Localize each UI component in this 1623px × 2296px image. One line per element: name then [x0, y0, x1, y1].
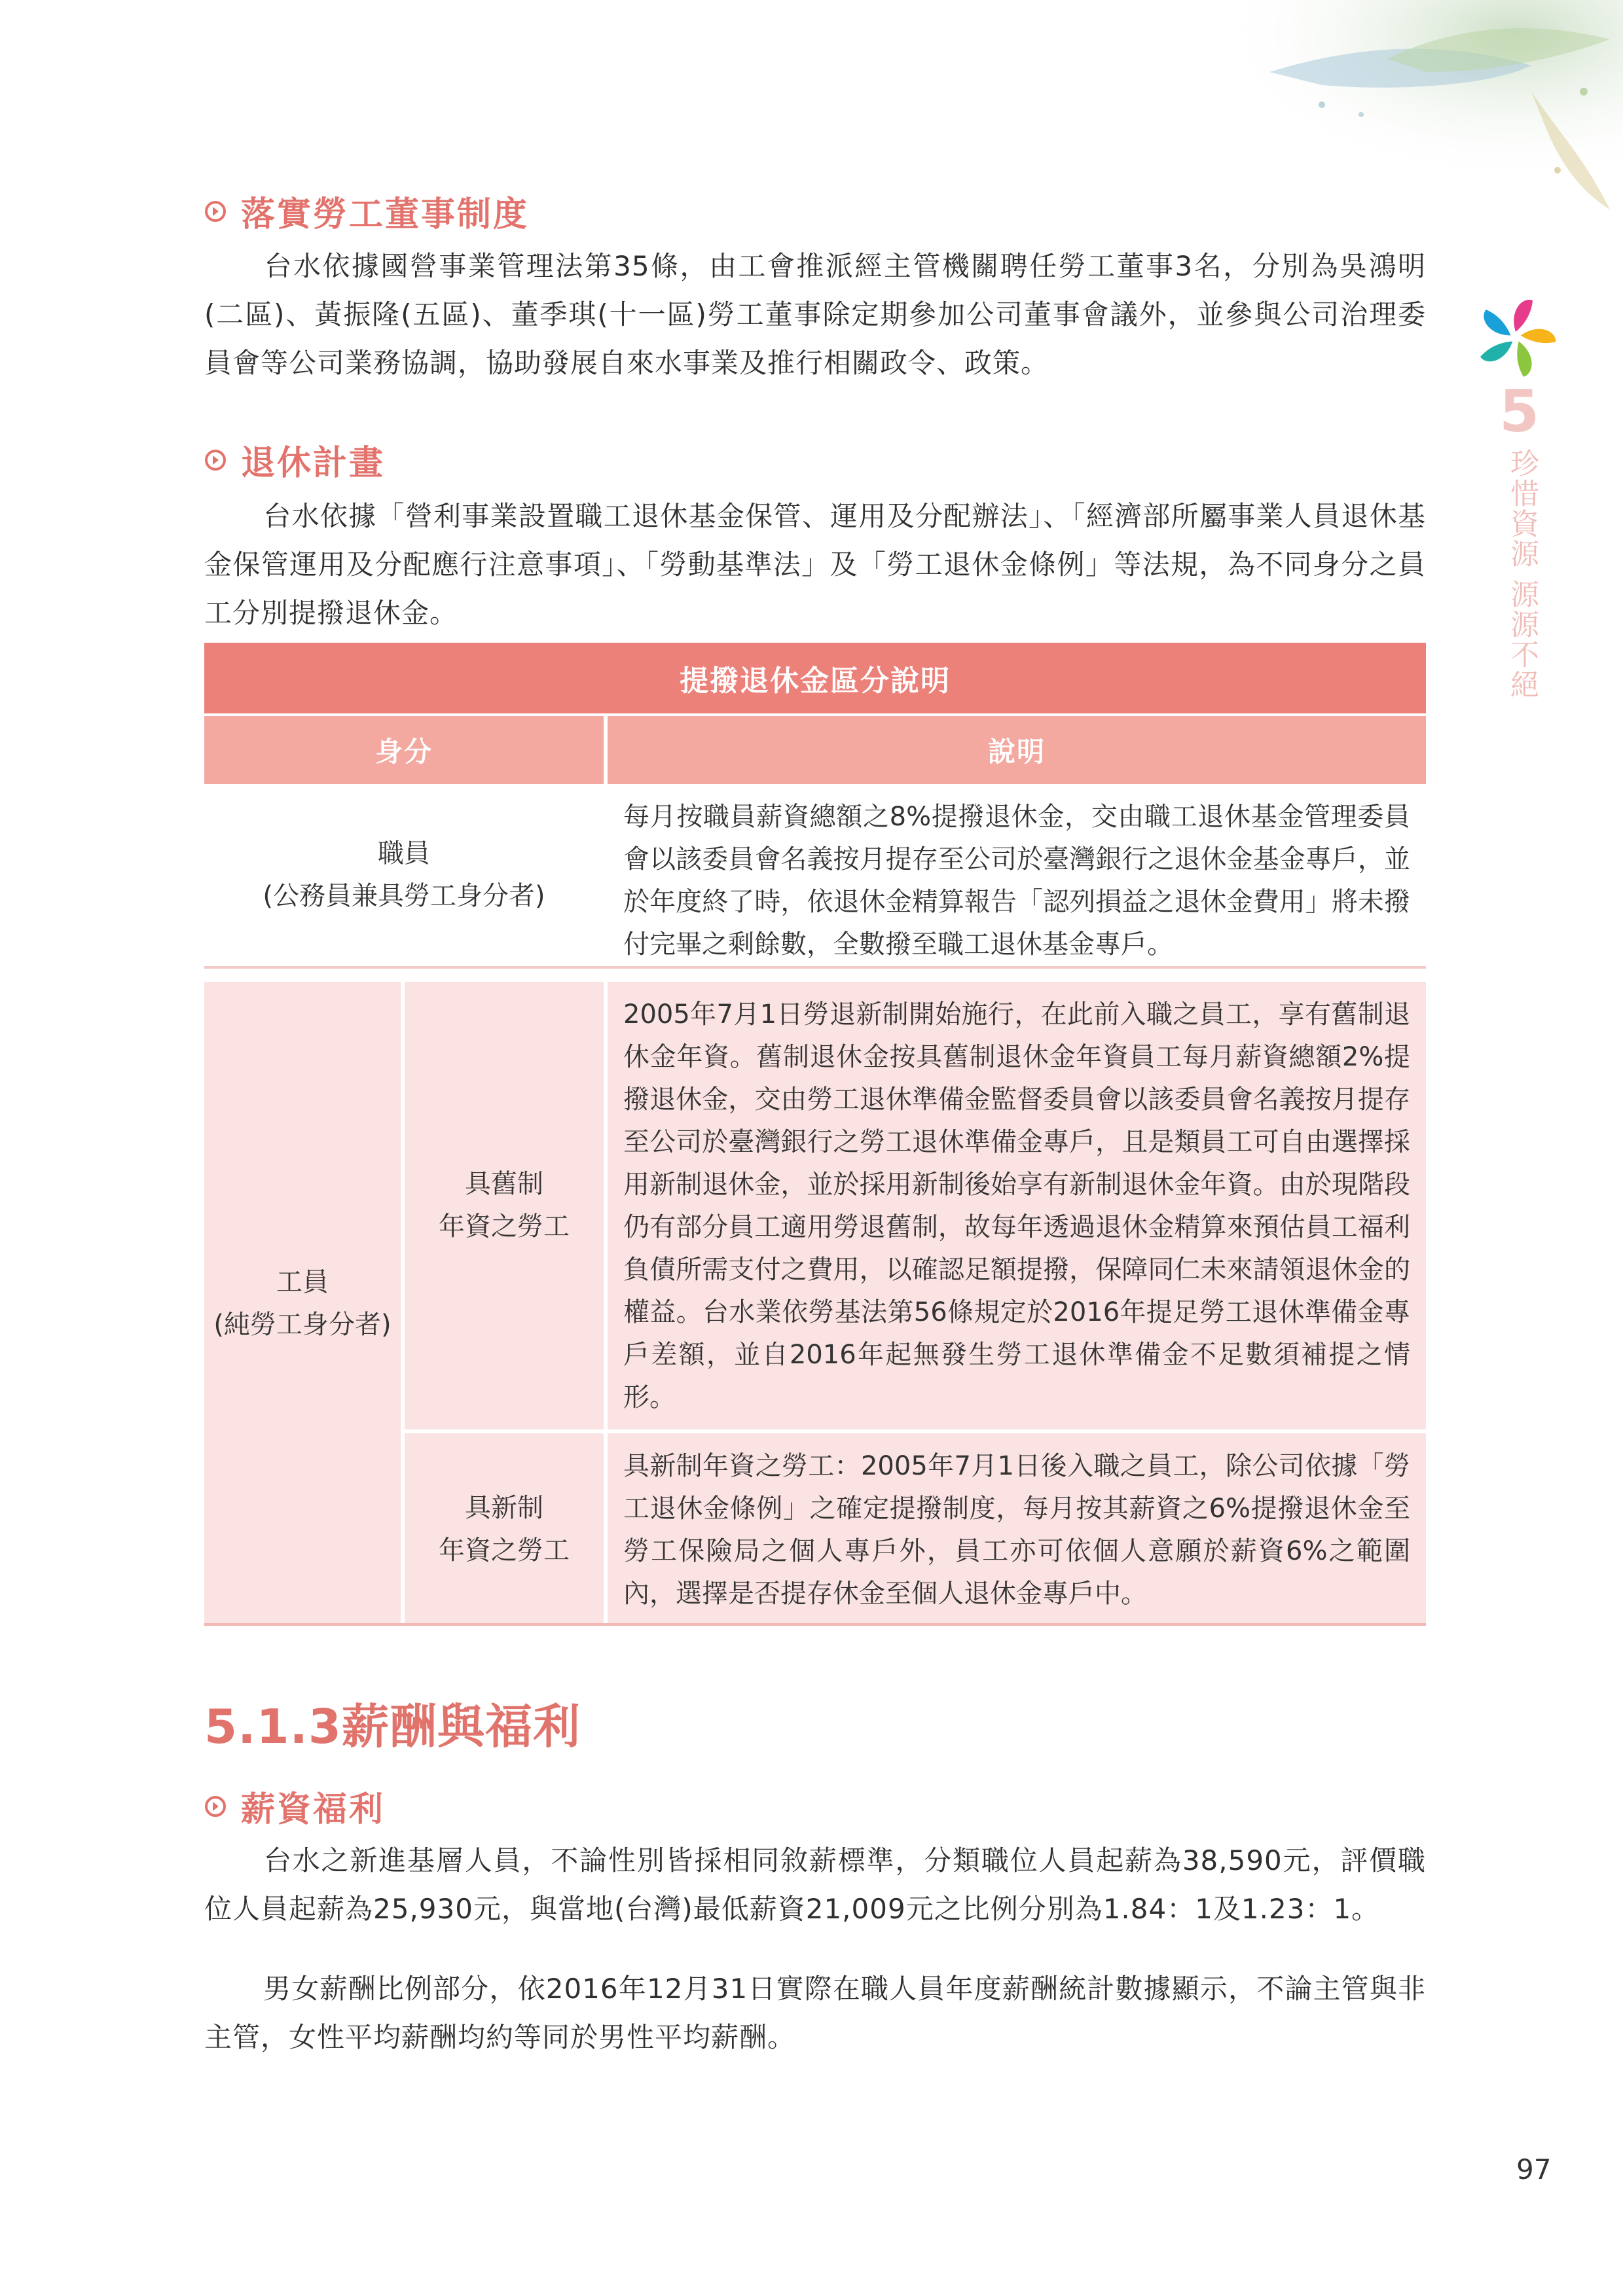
- paragraph-retirement-plan: 台水依據「營利事業設置職工退休基金保管、運用及分配辦法」、「經濟部所屬事業人員退休基金保管運用及分配應行注意事項」、「勞動基準法」及「勞工退休金條例」等法規，為不同身分之員工分別提撥退休金。: [204, 500, 1426, 629]
- paragraph-gender-pay: 男女薪酬比例部分，依2016年12月31日實際在職人員年度薪酬統計數據顯示，不論主管與非主管，女性平均薪酬均約等同於男性平均薪酬。: [204, 1973, 1426, 2053]
- retirement-table: [204, 643, 1426, 1626]
- heading-text: 薪資福利: [241, 1790, 386, 1829]
- heading-labor-director: [204, 187, 529, 236]
- table-row-worker-identity: 工員 (純勞工身分者): [204, 982, 401, 1626]
- paragraph-labor-director: 台水依據國營事業管理法第35條，由工會推派經主管機關聘任勞工董事3名，分別為吳鴻明(二區)、黃振隆(五區)、董季琪(十一區)勞工董事除定期參加公司董事會議外，並參與公司治理委員會等公司業務協調，協助發展自來水事業及推行相關政令、政策。: [204, 250, 1426, 379]
- circle-arrow-icon: [204, 1795, 227, 1818]
- pinwheel-logo-icon: [1470, 291, 1561, 383]
- chapter-number: 5: [1499, 378, 1540, 445]
- circle-arrow-icon: [204, 449, 227, 471]
- section-title-compensation: 5.1.3薪酬與福利: [204, 1699, 581, 1754]
- old-system-label: 具舊制 年資之勞工: [405, 982, 604, 1429]
- column-header-description: 說明: [608, 716, 1426, 784]
- chapter-title: 珍惜資源 源源不絕: [1505, 448, 1539, 700]
- watercolor-splash: [1191, 0, 1623, 216]
- heading-salary-benefits: [204, 1782, 385, 1831]
- heading-retirement-plan: [204, 435, 385, 484]
- heading-text: 落實勞工董事制度: [241, 195, 530, 234]
- table-bottom-border: [204, 1623, 1426, 1626]
- page-number: 97: [1516, 2153, 1552, 2185]
- column-header-identity: 身分: [204, 716, 604, 784]
- paragraph-starting-salary: 台水之新進基層人員，不論性別皆採相同敘薪標準，分類職位人員起薪為38,590元，評價職位人員起薪為25,930元，與當地(台灣)最低薪資21,009元之比例分別為1.84：1及1.23：1。: [204, 1844, 1426, 1925]
- circle-arrow-icon: [204, 200, 227, 223]
- heading-text: 退休計畫: [241, 444, 386, 483]
- new-system-label: 具新制 年資之勞工: [405, 1433, 604, 1626]
- table-title: 提撥退休金區分說明: [204, 643, 1426, 713]
- table-row-staff-identity: 職員 (公務員兼具勞工身分者): [263, 838, 545, 911]
- row-divider: [204, 966, 1426, 969]
- table-row-staff-description: 每月按職員薪資總額之8%提撥退休金，交由職工退休基金管理委員會以該委員會名義按月提存至公司於臺灣銀行之退休金基金專戶，並於年度終了時，依退休金精算報告「認列損益之退休金費用」將未撥付完畢之剩餘數，全數撥至職工退休基金專戶。: [623, 802, 1410, 960]
- new-system-description: 具新制年資之勞工：2005年7月1日後入職之員工，除公司依據「勞工退休金條例」之確定提撥制度，每月按其薪資之6%提撥退休金至勞工保險局之個人專戶外，員工亦可依個人意願於薪資6%之範圍內，選擇是否提存休金至個人退休金專戶中。: [608, 1433, 1426, 1626]
- old-system-description: 2005年7月1日勞退新制開始施行，在此前入職之員工，享有舊制退休金年資。舊制退休金按具舊制退休金年資員工每月薪資總額2%提撥退休金，交由勞工退休準備金監督委員會以該委員會名義按月提存至公司於臺灣銀行之勞工退休準備金專戶，且是類員工可自由選擇採用新制退休金，並於採用新制後始享有新制退休金年資。由於現階段仍有部分員工適用勞退舊制，故每年透過退休金精算來預估員工福利負債所需支付之費用，以確認足額提撥，保障同仁未來請領退休金的權益。台水業依勞基法第56條規定於2016年提足勞工退休準備金專戶差額，並自2016年起無發生勞工退休準備金不足數須補提之情形。: [608, 982, 1426, 1429]
